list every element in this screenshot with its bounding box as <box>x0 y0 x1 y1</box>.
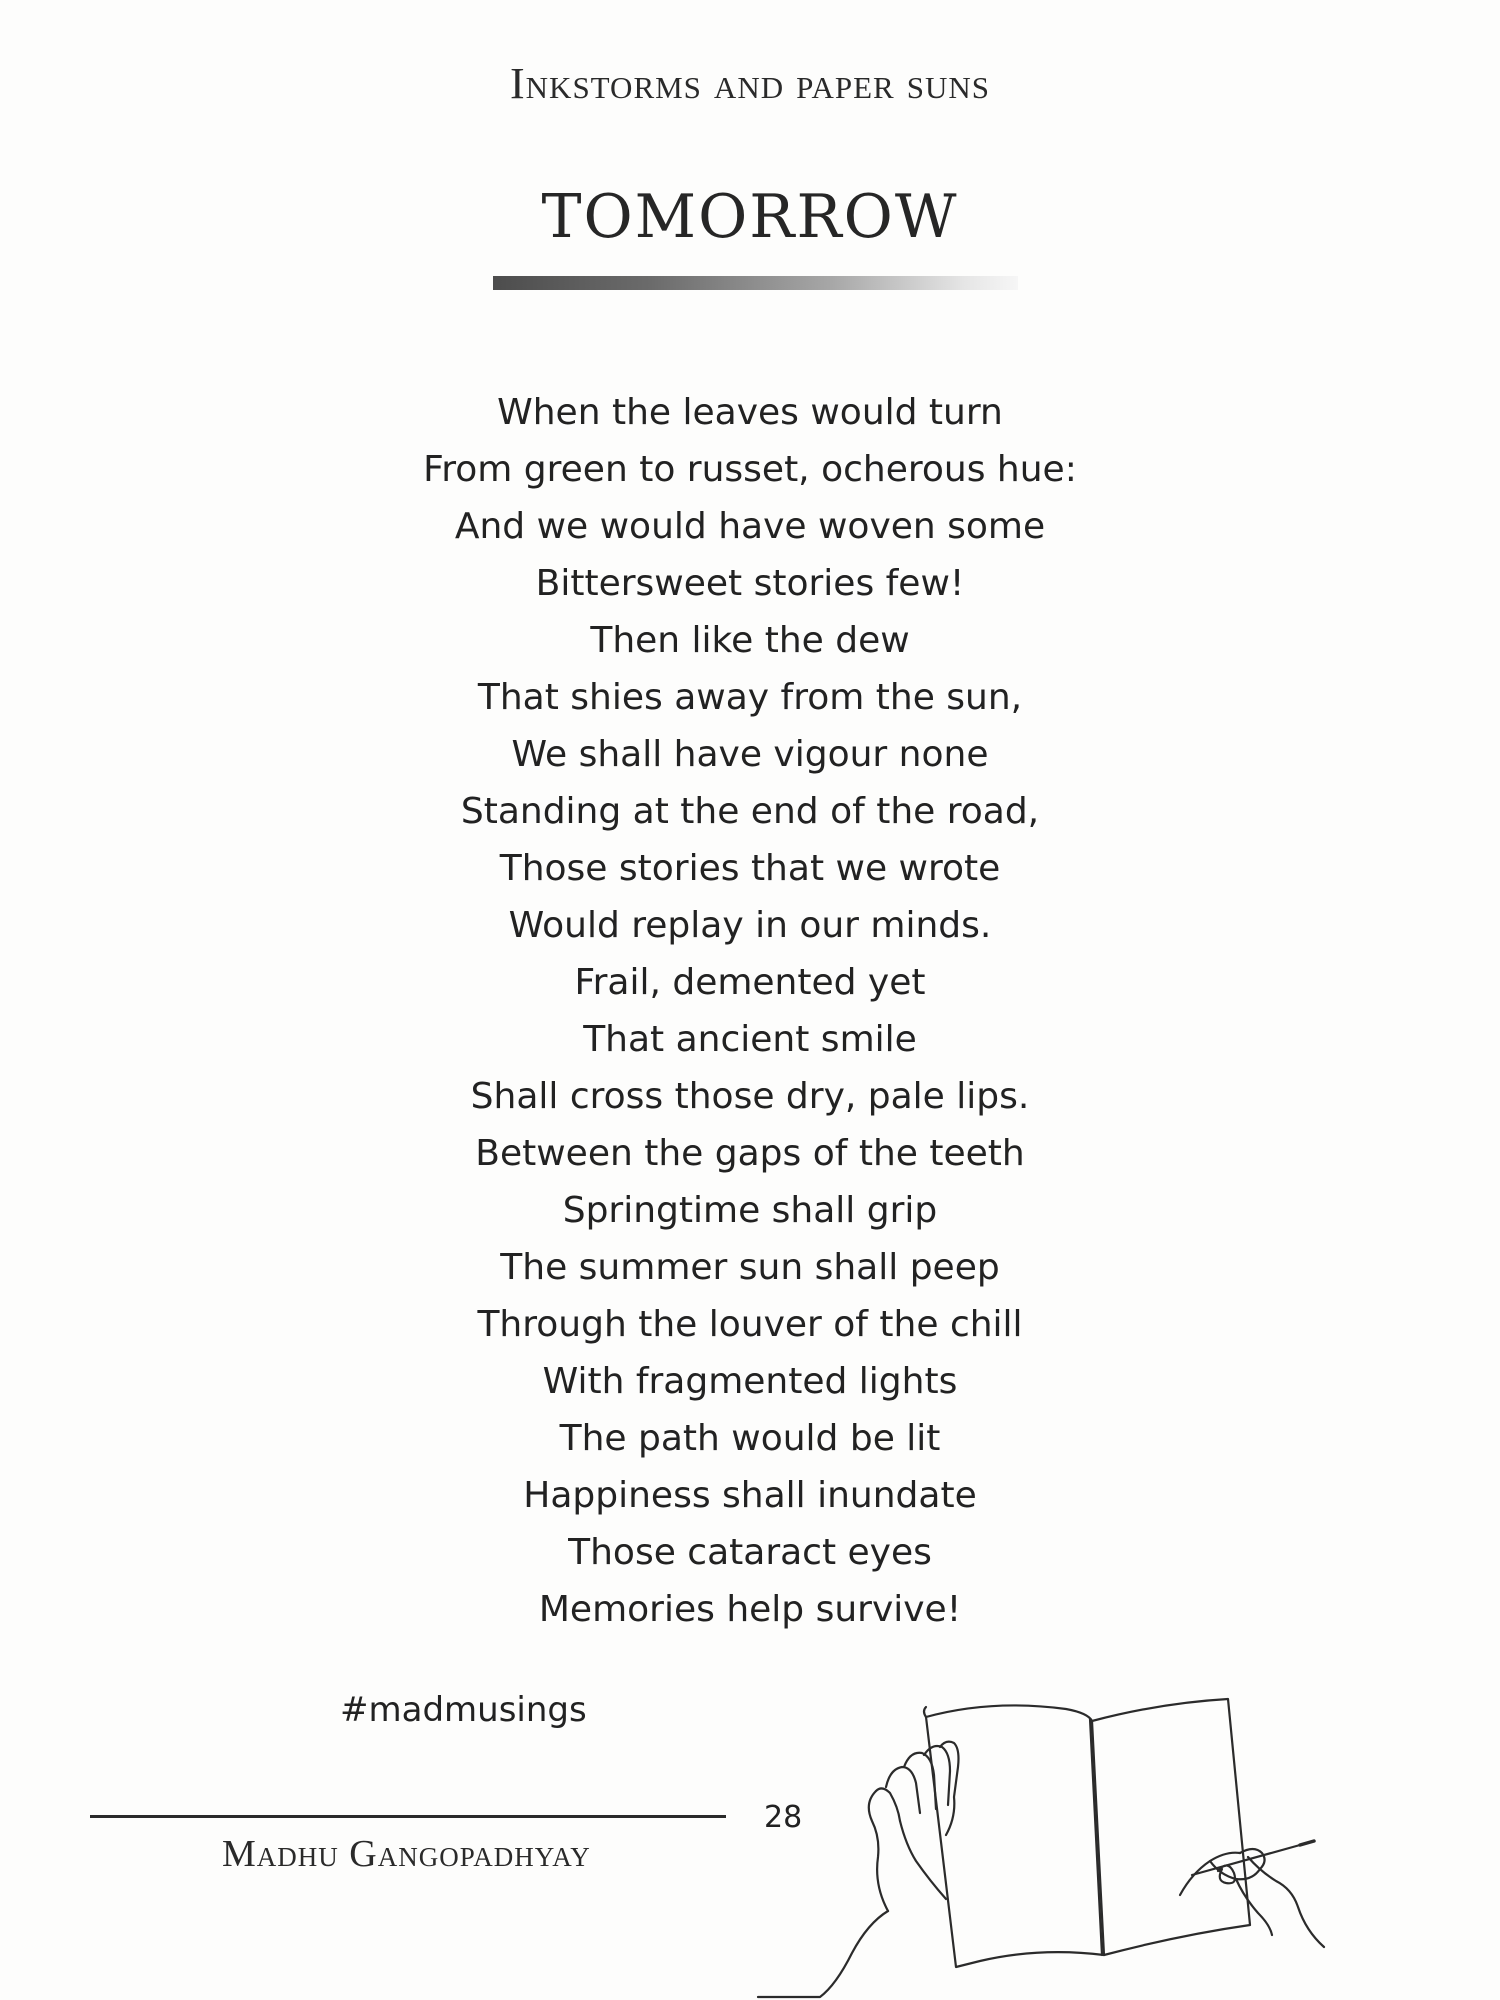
poem-line: Springtime shall grip <box>562 1190 938 1231</box>
poem-body <box>0 384 1500 1638</box>
poem-line: We shall have vigour none <box>511 734 989 775</box>
poem-line: Between the gaps of the teeth <box>475 1133 1025 1174</box>
poem-line: Standing at the end of the road, <box>460 791 1040 832</box>
poem-title: TOMORROW <box>541 182 959 252</box>
poem-line: Bittersweet stories few! <box>535 563 965 604</box>
poem-line: Frail, demented yet <box>574 962 926 1003</box>
poem-line: That ancient smile <box>583 1019 917 1060</box>
poem-line: And we would have woven some <box>454 506 1046 547</box>
poem-line: With fragmented lights <box>542 1361 958 1402</box>
poem-line: Would replay in our minds. <box>508 905 992 946</box>
poem-line: From green to russet, ocherous hue: <box>423 449 1077 490</box>
poem-line: Memories help survive! <box>538 1589 962 1630</box>
poem-line: Then like the dew <box>590 620 910 661</box>
poem-line: When the leaves would turn <box>497 392 1003 433</box>
poem-line: That shies away from the sun, <box>477 677 1023 718</box>
footer-rule <box>90 1815 726 1818</box>
poem-line: Those stories that we wrote <box>499 848 1001 889</box>
title-underline-rule <box>493 276 1018 290</box>
poem-line: The summer sun shall peep <box>500 1247 1000 1288</box>
page-number: 28 <box>764 1800 803 1835</box>
hands-writing-in-notebook-icon <box>740 1685 1340 2000</box>
poem-line: Through the louver of the chill <box>477 1304 1023 1345</box>
poem-line: Happiness shall inundate <box>523 1475 977 1516</box>
author-name: Madhu Gangopadhyay <box>222 1833 591 1875</box>
poem-line: The path would be lit <box>559 1418 941 1459</box>
poem-line: Those cataract eyes <box>568 1532 932 1573</box>
poem-line: Shall cross those dry, pale lips. <box>470 1076 1030 1117</box>
hashtag: #madmusings <box>340 1690 587 1730</box>
running-head: Inkstorms and paper suns <box>510 59 990 108</box>
